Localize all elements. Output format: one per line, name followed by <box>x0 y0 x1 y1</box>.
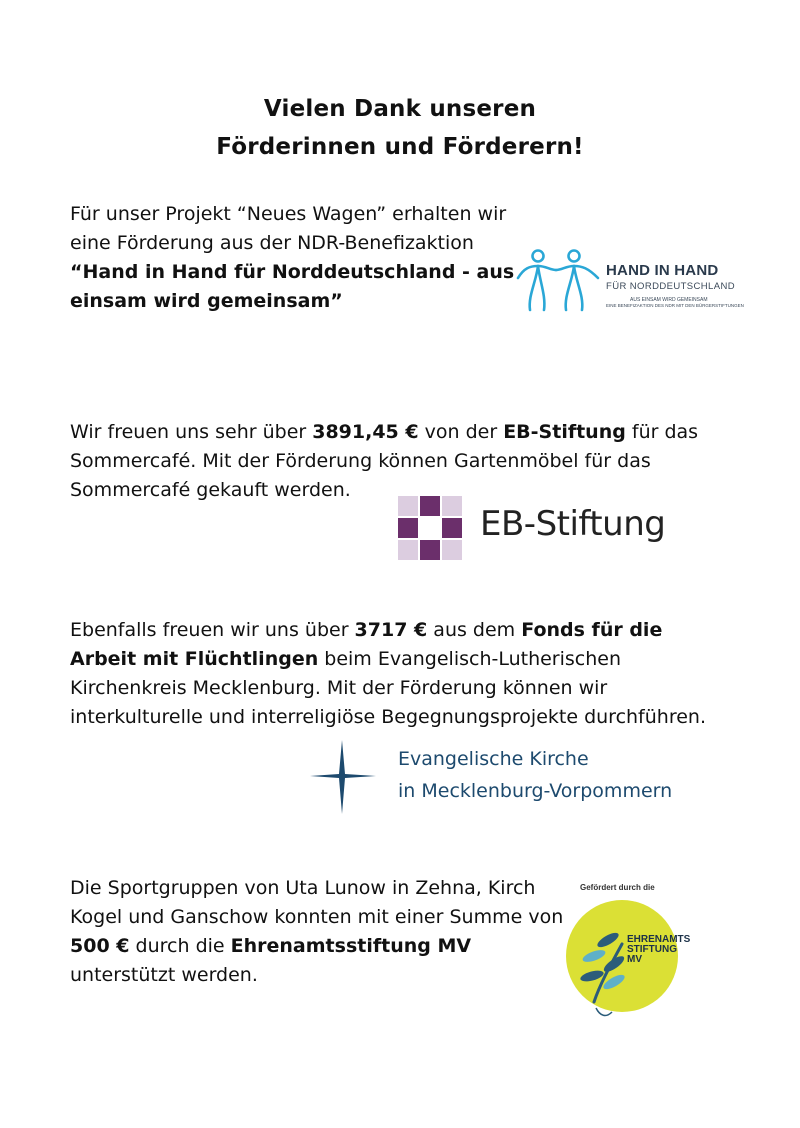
p3-fund: Fonds für die Arbeit mit Flüchtlingen <box>70 619 663 670</box>
hand-in-hand-figures-icon <box>514 248 604 318</box>
hih-logo-title: HAND IN HAND <box>606 262 719 279</box>
paragraph-eb-stiftung <box>70 418 750 505</box>
p4-text-3: unterstützt werden. <box>70 964 258 986</box>
p3-text-2: aus dem <box>427 619 522 641</box>
p2-text-3: für das Sommercafé. Mit der Förderung können Gartenmöbel für das Sommercafé gekauft werden. <box>70 421 699 501</box>
ehrenamtsstiftung-logo <box>560 880 690 1020</box>
p2-foundation: EB-Stiftung <box>503 421 626 443</box>
ea-logo-caption: Gefördert durch die <box>580 883 655 892</box>
p1-campaign-name: “Hand in Hand für Norddeutschland - aus einsam wird gemeinsam” <box>70 261 515 312</box>
hand-in-hand-logo <box>510 218 744 343</box>
p3-text-3: beim Evangelisch-Lutherischen Kirchenkreis Mecklenburg. Mit der Förderung können wir interkulturelle und interreligiöse Begegnungsprojekte durchführen. <box>70 648 706 728</box>
p4-amount: 500 € <box>70 935 130 957</box>
eb-stiftung-logo <box>398 494 678 564</box>
hih-logo-smallprint: EINE BENEFIZAKTION DES NDR MIT DEN BÜRGERSTIFTUNGEN <box>606 303 744 308</box>
p2-text-1: Wir freuen uns sehr über <box>70 421 313 443</box>
ea-circle-leaves-icon <box>560 894 690 1024</box>
p4-text-1: Die Sportgruppen von Uta Lunow in Zehna, Kirch Kogel und Ganschow konnten mit einer Summe von <box>70 877 564 928</box>
p4-foundation: Ehrenamtsstiftung MV <box>230 935 472 957</box>
title-line-1: Vielen Dank unseren <box>263 96 537 122</box>
hih-logo-subtitle: FÜR NORDDEUTSCHLAND <box>606 281 735 292</box>
p3-text-1: Ebenfalls freuen wir uns über <box>70 619 355 641</box>
p2-amount: 3891,45 € <box>312 421 419 443</box>
eb-logo-name: EB-Stiftung <box>480 504 666 544</box>
ek-logo-line-2: in Mecklenburg-Vorpommern <box>398 780 673 802</box>
p4-text-2: durch die <box>129 935 231 957</box>
paragraph-hand-in-hand <box>70 200 520 316</box>
paragraph-fonds-fluechtlinge <box>70 616 710 732</box>
ek-logo-line-1: Evangelische Kirche <box>398 748 589 770</box>
hih-logo-tagline: AUS EINSAM WIRD GEMEINSAM <box>630 297 708 303</box>
p1-text: Für unser Projekt “Neues Wagen” erhalten wir eine Förderung aus der NDR-Benefizaktion <box>70 203 507 254</box>
title-line-2: Förderinnen und Förderern! <box>216 134 584 160</box>
p2-text-2: von der <box>418 421 504 443</box>
page-title <box>0 90 800 166</box>
evangelische-kirche-logo <box>308 738 708 818</box>
eb-squares-icon <box>398 496 464 562</box>
ea-logo-word-1: EHRENAMTS <box>627 934 691 945</box>
paragraph-ehrenamtsstiftung <box>70 874 570 990</box>
p3-amount: 3717 € <box>354 619 428 641</box>
ea-logo-word-3: MV <box>627 954 642 965</box>
cross-icon <box>308 738 378 818</box>
ea-logo-word-2: STIFTUNG <box>627 944 677 955</box>
